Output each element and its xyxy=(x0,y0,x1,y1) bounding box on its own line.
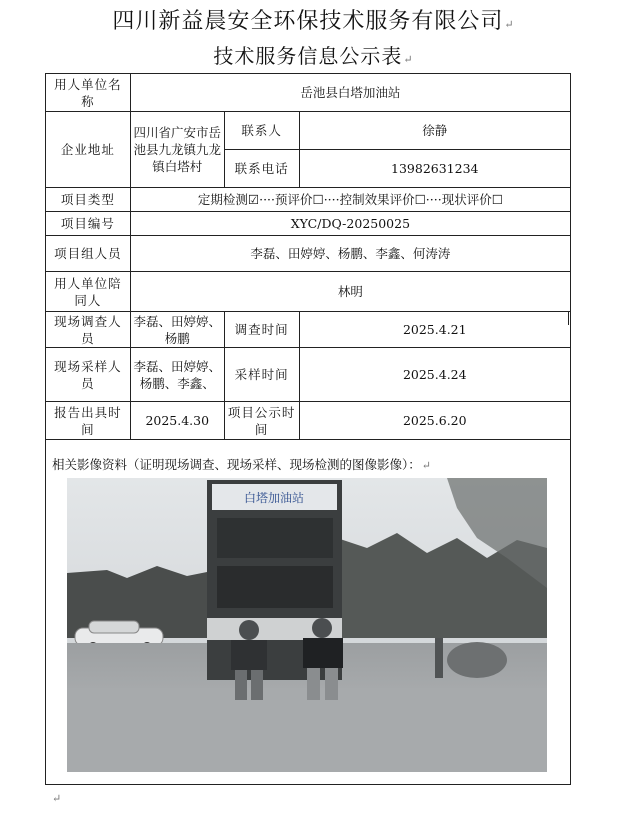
sampling-time-label: 采样时间 xyxy=(224,348,299,402)
site-photo xyxy=(67,478,547,772)
project-type-label: 项目类型 xyxy=(46,188,131,212)
project-no-label: 项目编号 xyxy=(46,212,131,236)
document-subtitle: 技术服务信息公示表↵ xyxy=(213,44,414,68)
table-row xyxy=(46,74,571,112)
publish-time-label: 项目公示时间 xyxy=(224,402,299,440)
phone-label: 联系电话 xyxy=(224,150,299,188)
table-row xyxy=(46,112,571,150)
car-cabin xyxy=(89,621,139,633)
contact-label: 联系人 xyxy=(224,112,299,150)
team-value: 李磊、田婷婷、杨鹏、李鑫、何涛涛 xyxy=(130,236,570,272)
price-panel xyxy=(217,518,333,558)
publish-time-value: 2025.6.20 xyxy=(299,402,570,440)
sign-text: 白塔加油站 xyxy=(243,491,305,505)
sampling-equipment xyxy=(447,642,507,678)
equipment-stand xyxy=(435,638,443,678)
address-value: 四川省广安市岳池县九龙镇九龙镇白塔村 xyxy=(130,112,224,188)
contact-value: 徐静 xyxy=(299,112,570,150)
table-row xyxy=(46,212,571,236)
photo-section-label: 相关影像资料（证明现场调查、现场采样、现场检测的图像影像）：↵ xyxy=(52,457,431,472)
employer-label: 用人单位名称 xyxy=(46,74,131,112)
sampling-staff-label: 现场采样人员 xyxy=(46,348,131,402)
table-row xyxy=(46,402,571,440)
escort-value: 林明 xyxy=(130,272,570,312)
phone-value: 13982631234 xyxy=(299,150,570,188)
margin-tick xyxy=(568,311,569,325)
survey-time-label: 调查时间 xyxy=(224,312,299,348)
table-row xyxy=(46,188,571,212)
sampling-staff-value: 李磊、田婷婷、杨鹏、李鑫、 xyxy=(130,348,224,402)
survey-staff-label: 现场调查人员 xyxy=(46,312,131,348)
employer-value: 岳池县白塔加油站 xyxy=(130,74,570,112)
table-row xyxy=(46,312,571,348)
company-title: 四川新益晨安全环保技术服务有限公司↵ xyxy=(112,9,515,34)
report-time-label: 报告出具时间 xyxy=(46,402,131,440)
price-panel xyxy=(217,566,333,608)
site-photo-graphic xyxy=(67,478,547,772)
project-no-value: XYC/DQ-20250025 xyxy=(130,212,570,236)
table-row xyxy=(46,236,571,272)
survey-time-value: 2025.4.21 xyxy=(299,312,570,348)
report-time-value: 2025.4.30 xyxy=(130,402,224,440)
team-label: 项目组人员 xyxy=(46,236,131,272)
escort-label: 用人单位陪同人 xyxy=(46,272,131,312)
survey-staff-value: 李磊、田婷婷、杨鹏 xyxy=(130,312,224,348)
sampling-time-value: 2025.4.24 xyxy=(299,348,570,402)
address-label: 企业地址 xyxy=(46,112,131,188)
paragraph-mark: ↵ xyxy=(52,792,62,805)
pavement xyxy=(67,688,547,772)
table-row xyxy=(46,348,571,402)
project-type-value: 定期检测☑····预评价☐····控制效果评价☐····现状评价☐ xyxy=(130,188,570,212)
table-row xyxy=(46,272,571,312)
